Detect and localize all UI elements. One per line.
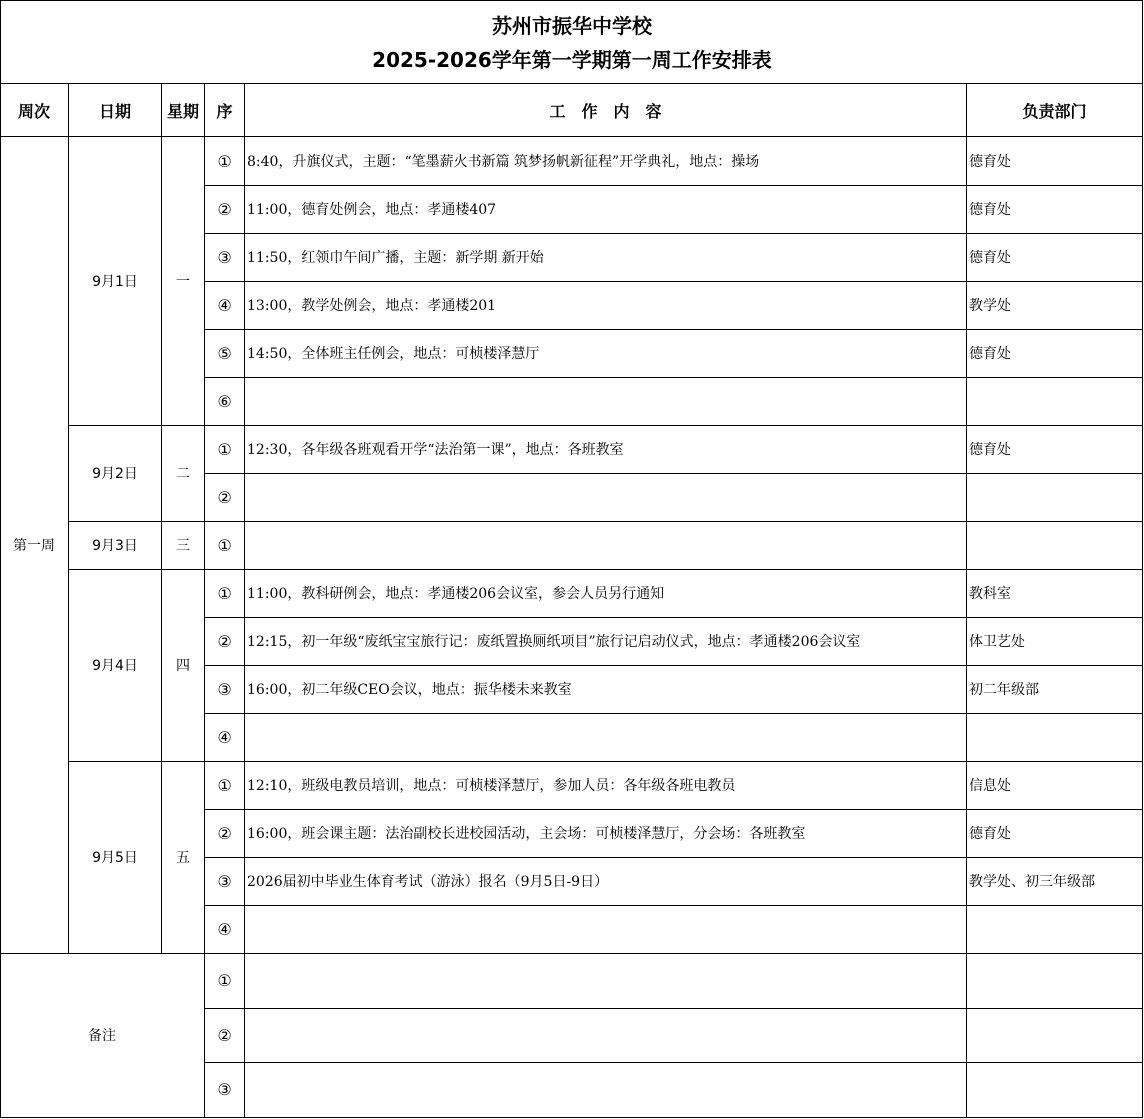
item-seq: ① (217, 439, 232, 459)
h-rule (205, 329, 1143, 330)
item-content: 8:40，升旗仪式，主题：“笔墨薪火书新篇 筑梦扬帆新征程”开学典礼，地点：操场 (247, 154, 760, 170)
h-rule (0, 0, 1143, 1)
day-weekday: 二 (176, 466, 190, 482)
item-dept: 信息处 (969, 778, 1011, 794)
item-content (245, 713, 967, 761)
h-rule (0, 83, 1143, 84)
item-seq: ② (217, 487, 232, 507)
note-dept (967, 953, 1143, 1008)
item-dept: 教学处、初三年级部 (969, 874, 1095, 890)
note-seq: ② (217, 1025, 232, 1045)
day-weekday: 五 (176, 850, 190, 866)
item-seq: ② (217, 631, 232, 651)
item-seq: ① (217, 151, 232, 171)
note-content (245, 1008, 967, 1062)
item-content (245, 521, 967, 569)
h-rule (205, 617, 1143, 618)
schedule-title: 2025-2026学年第一学期第一周工作安排表 (372, 47, 772, 72)
item-dept: 初二年级部 (969, 682, 1039, 698)
item-content (245, 377, 967, 425)
note-content (245, 953, 967, 1008)
item-seq: ② (217, 823, 232, 843)
h-rule (205, 281, 1143, 282)
item-seq: ④ (217, 295, 232, 315)
item-dept (967, 377, 1143, 425)
h-rule (205, 857, 1143, 858)
item-seq: ① (217, 535, 232, 555)
item-seq: ① (217, 775, 232, 795)
item-seq: ③ (217, 871, 232, 891)
item-content: 16:00，班会课主题：法治副校长进校园活动，主会场：可桢楼泽慧厅，分会场：各班教室 (247, 826, 806, 842)
h-rule (205, 665, 1143, 666)
item-dept: 体卫艺处 (969, 634, 1025, 650)
notes-label: 备注 (88, 1028, 116, 1044)
h-rule (205, 377, 1143, 378)
h-rule (205, 473, 1143, 474)
item-dept: 德育处 (969, 826, 1011, 842)
item-dept: 德育处 (969, 442, 1011, 458)
h-rule (205, 1008, 1143, 1009)
note-seq: ① (217, 971, 232, 990)
item-content: 12:15，初一年级“废纸宝宝旅行记：废纸置换厕纸项目”旅行记启动仪式，地点：孝通楼206会议室 (247, 634, 861, 650)
item-content: 2026届初中毕业生体育考试（游泳）报名（9月5日-9日） (247, 874, 609, 890)
item-dept (967, 521, 1143, 569)
note-dept (967, 1062, 1143, 1117)
v-rule (161, 83, 162, 954)
item-dept: 德育处 (969, 250, 1011, 266)
header-content: 工作内容 (549, 101, 678, 121)
item-seq: ⑥ (217, 391, 232, 411)
day-weekday: 三 (176, 538, 190, 554)
item-dept (967, 473, 1143, 521)
note-seq: ③ (217, 1080, 232, 1099)
item-seq: ② (217, 199, 232, 219)
day-date: 9月5日 (92, 850, 138, 866)
item-dept (967, 905, 1143, 953)
item-seq: ③ (217, 679, 232, 699)
header-dept: 负责部门 (1022, 101, 1087, 121)
item-dept: 德育处 (969, 154, 1011, 170)
item-content: 13:00，教学处例会，地点：孝通楼201 (247, 298, 497, 314)
item-content (245, 473, 967, 521)
item-content: 11:00，教科研例会，地点：孝通楼206会议室，参会人员另行通知 (247, 586, 665, 602)
item-seq: ③ (217, 247, 232, 267)
header-date: 日期 (98, 101, 131, 121)
item-seq: ④ (217, 919, 232, 939)
item-dept: 教科室 (969, 586, 1011, 602)
item-dept: 德育处 (969, 346, 1011, 362)
day-weekday: 四 (176, 658, 190, 674)
h-rule (0, 1117, 1143, 1118)
header-seq: 序 (216, 101, 233, 121)
h-rule (205, 233, 1143, 234)
h-rule (205, 713, 1143, 714)
school-title: 苏州市振华中学校 (492, 13, 652, 38)
item-seq: ④ (217, 727, 232, 747)
header-week: 周次 (17, 101, 50, 121)
item-content: 11:50，红领巾午间广播，主题：新学期 新开始 (247, 250, 544, 266)
header-weekday: 星期 (166, 101, 199, 121)
week-label: 第一周 (13, 537, 55, 554)
item-content: 16:00，初二年级CEO会议，地点：振华楼未来教室 (247, 682, 572, 698)
v-rule (68, 83, 69, 954)
item-dept: 教学处 (969, 298, 1011, 314)
h-rule (205, 905, 1143, 906)
h-rule (205, 1062, 1143, 1063)
item-content (245, 905, 967, 953)
v-rule (0, 0, 1, 1118)
day-date: 9月3日 (92, 538, 138, 554)
item-seq: ⑤ (217, 343, 232, 363)
item-dept: 德育处 (969, 202, 1011, 218)
day-date: 9月4日 (92, 658, 138, 674)
day-date: 9月2日 (92, 466, 138, 482)
h-rule (205, 185, 1143, 186)
day-date: 9月1日 (92, 274, 138, 290)
item-seq: ① (217, 583, 232, 603)
item-dept (967, 713, 1143, 761)
note-content (245, 1062, 967, 1117)
item-content: 14:50，全体班主任例会，地点：可桢楼泽慧厅 (247, 346, 540, 362)
day-weekday: 一 (176, 274, 190, 290)
item-content: 11:00，德育处例会，地点：孝通楼407 (247, 202, 497, 218)
note-dept (967, 1008, 1143, 1062)
h-rule (205, 809, 1143, 810)
item-content: 12:30，各年级各班观看开学“法治第一课”，地点：各班教室 (247, 442, 624, 458)
item-content: 12:10，班级电教员培训，地点：可桢楼泽慧厅，参加人员：各年级各班电教员 (247, 778, 736, 794)
